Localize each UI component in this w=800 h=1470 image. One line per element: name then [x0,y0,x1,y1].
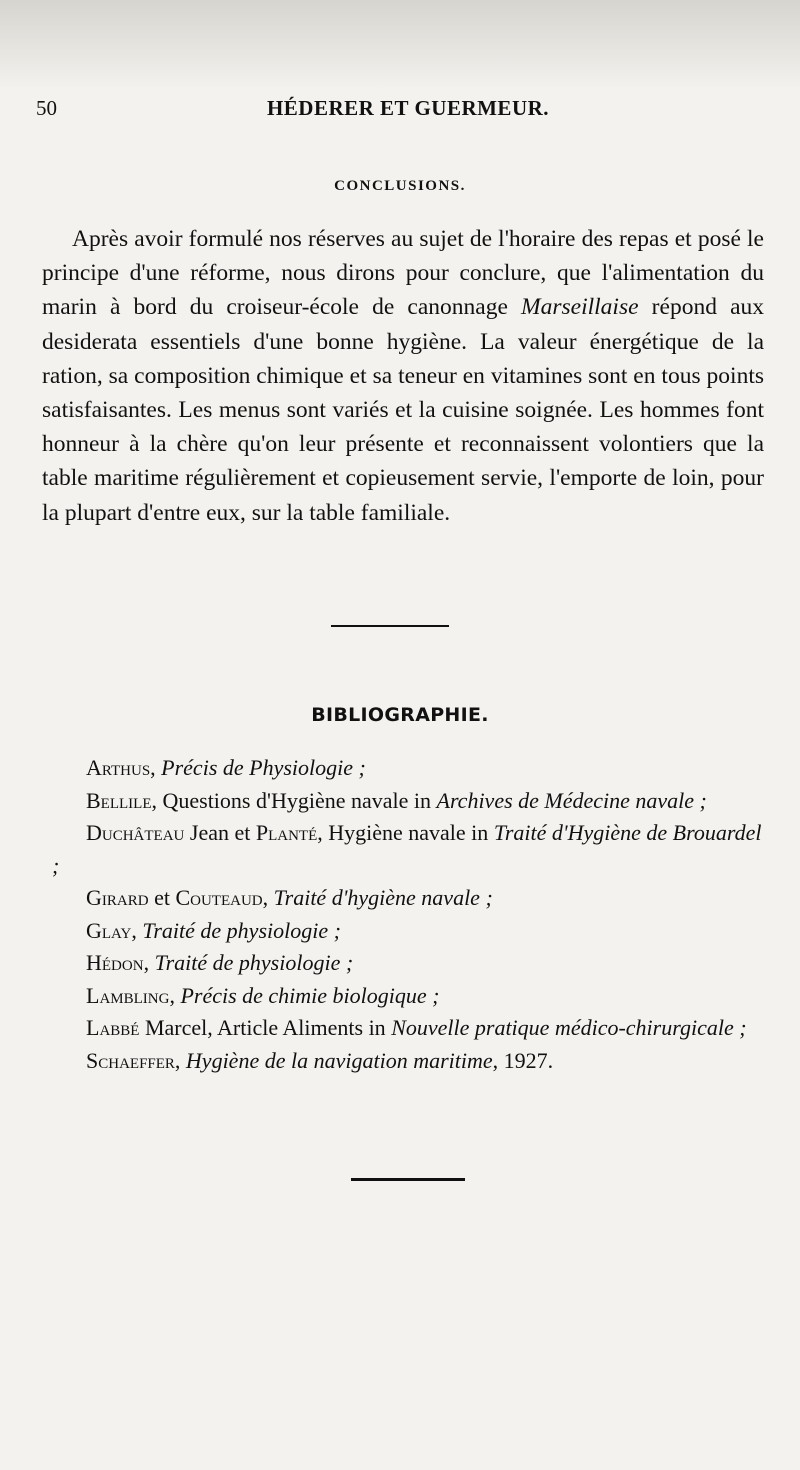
ship-name: Marseillaise [521,294,639,321]
entry-year: , 1927. [492,1047,554,1073]
entry-author: Hédon [86,950,144,975]
entry-connector: , Hygiène navale in [317,820,494,845]
entry-coauthor: Planté [255,820,318,845]
bibliography-entry [52,817,764,882]
entry-connector: et [148,885,176,910]
entry-connector: , [262,885,274,910]
entry-title: Traité d'Hygiène de Brouardel ; [52,820,762,878]
bibliography-heading: BIBLIOGRAPHIE. [311,704,489,726]
entry-connector: Marcel, Article Aliments in [139,1015,392,1040]
conclusions-paragraph [42,222,764,530]
conclusions-heading: CONCLUSIONS. [334,178,466,194]
entry-coauthor: Couteaud [175,885,263,910]
end-divider [351,1178,465,1181]
entry-author: Lambling [86,982,170,1008]
entry-title: Archives de Médecine navale ; [436,787,707,813]
bibliography-entry [52,980,764,1013]
entry-author: Bellile [86,787,152,813]
entry-author: Labbé [86,1015,140,1040]
bibliography-entry [52,882,764,915]
page-number: 50 [36,96,57,120]
entry-title: Précis de chimie biologique ; [180,982,440,1008]
bibliography-list [52,752,764,1077]
section-divider [331,625,449,627]
bibliography-entry [52,947,764,980]
entry-connector: , [169,982,181,1008]
entry-author: Duchâteau [86,820,185,845]
bibliography-entry [52,1045,764,1078]
bibliography-entry [52,1012,764,1045]
entry-connector: Jean et [184,820,256,845]
entry-title: Nouvelle pratique médico-chirurgicale ; [391,1015,747,1040]
entry-title: Traité d'hygiène navale ; [273,885,493,910]
paragraph-text-end: répond aux desiderata essentiels d'une bonne hygiène. La valeur énergétique de la ration, sa composition chimique et sa teneur en vitamines sont en tous points satisfaisantes. Les menus sont variés et la cuisine soignée. Les hommes font honneur à la chère qu'on leur présente et reconnaissent volontiers que la table maritime régulièrement et copieusement servie, l'emporte de loin, pour la plupart d'entre eux, sur la table familiale. [42,294,765,526]
entry-title: Hygiène de la navigation maritime [185,1047,493,1073]
entry-connector: , Questions d'Hygiène navale in [151,787,437,813]
entry-author: Arthus [86,755,151,780]
paragraph-text-start: Après avoir formulé nos réserves au sujet de l'horaire des repas et posé le principe d'une réforme, nous dirons pour conclure, que l'alimentation du marin à bord du croiseur-école de canonnage [42,226,764,321]
entry-connector: , [150,755,162,780]
entry-author: Girard [86,885,149,910]
bibliography-entry [52,915,764,948]
bibliography-entry [52,785,764,818]
entry-author: Glay [86,917,132,943]
running-head [36,96,760,126]
entry-connector: , [174,1047,186,1073]
entry-title: Traité de physiologie ; [142,917,341,943]
entry-title: Précis de Physiologie ; [161,755,366,780]
entry-author: Schaeffer [86,1047,175,1073]
entry-connector: , [143,950,155,975]
running-title: HÉDERER ET GUERMEUR. [266,96,550,120]
bibliography-entry [52,752,764,785]
entry-connector: , [131,917,143,943]
entry-title: Traité de physiologie ; [154,950,354,975]
scan-shading [0,0,800,90]
